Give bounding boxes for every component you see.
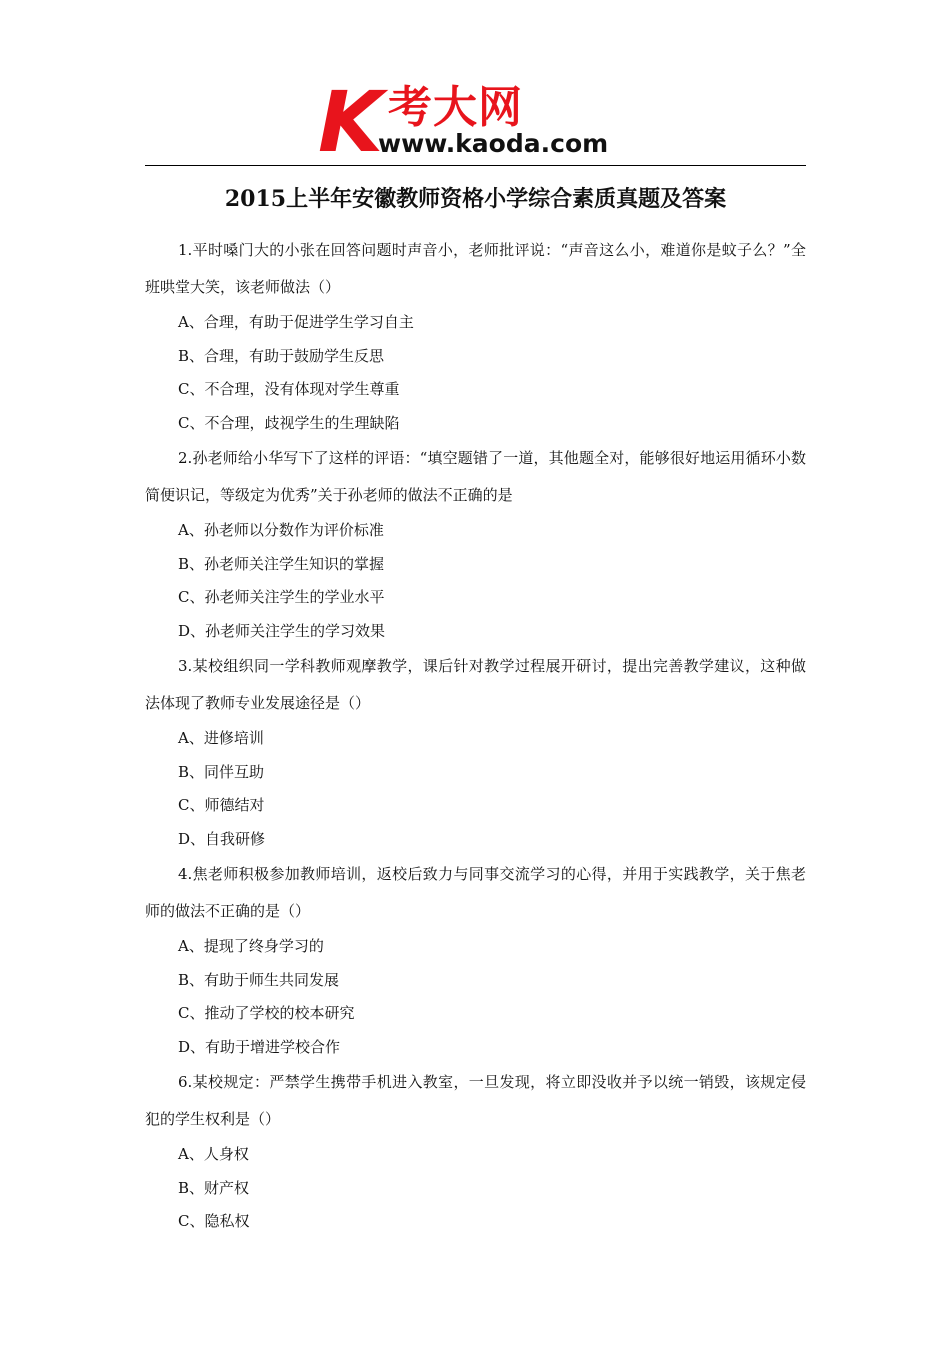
question-text: 2.孙老师给小华写下了这样的评语：“填空题错了一道，其他题全对，能够很好地运用循环小数简便识记，等级定为优秀”关于孙老师的做法不正确的是 <box>145 449 806 504</box>
question-text: 6.某校规定：严禁学生携带手机进入教室，一旦发现，将立即没收并予以统一销毁，该规定侵犯的学生权利是（） <box>145 1073 806 1128</box>
kaoda-logo[interactable] <box>318 73 648 171</box>
question-text: 1.平时嗓门大的小张在回答问题时声音小，老师批评说：“声音这么小，难道你是蚊子么？”全班哄堂大笑，该老师做法（） <box>145 241 806 296</box>
answer-option: A、提现了终身学习的 <box>178 937 324 955</box>
answer-option: A、人身权 <box>178 1145 249 1163</box>
answer-option: B、有助于师生共同发展 <box>178 970 340 989</box>
answer-option: A、进修培训 <box>178 729 264 747</box>
answer-option: B、财产权 <box>178 1178 250 1197</box>
document-title: 2015上半年安徽教师资格小学综合素质真题及答案 <box>224 186 727 212</box>
answer-option: A、孙老师以分数作为评价标准 <box>178 521 384 539</box>
answer-option: C、隐私权 <box>178 1212 250 1230</box>
answer-option: A、合理，有助于促进学生学习自主 <box>178 313 414 331</box>
answer-option: C、师德结对 <box>178 796 265 814</box>
question-text: 3.某校组织同一学科教师观摩教学，课后针对教学过程展开研讨，提出完善教学建议，这种做法体现了教师专业发展途径是（） <box>145 657 806 712</box>
answer-option: B、同伴互助 <box>178 762 265 781</box>
answer-option: C、不合理，没有体现对学生尊重 <box>178 380 400 398</box>
logo-url: www.kaoda.com <box>378 129 609 158</box>
logo-name: 考大网 <box>388 82 523 133</box>
answer-option: C、推动了学校的校本研究 <box>178 1004 355 1022</box>
header-divider <box>145 165 806 166</box>
answer-option: C、孙老师关注学生的学业水平 <box>178 588 385 606</box>
answer-option: C、不合理，歧视学生的生理缺陷 <box>178 413 400 432</box>
answer-option: B、孙老师关注学生知识的掌握 <box>178 554 385 573</box>
answer-option: D、孙老师关注学生的学习效果 <box>178 621 386 640</box>
logo-k-mark: K <box>318 73 384 171</box>
question-list <box>145 232 806 1239</box>
answer-option: D、自我研修 <box>178 829 266 848</box>
answer-option: D、有助于增进学校合作 <box>178 1037 341 1056</box>
answer-option: B、合理，有助于鼓励学生反思 <box>178 346 385 365</box>
question-text: 4.焦老师积极参加教师培训，返校后致力与同事交流学习的心得，并用于实践教学，关于焦老师的做法不正确的是（） <box>145 865 806 920</box>
